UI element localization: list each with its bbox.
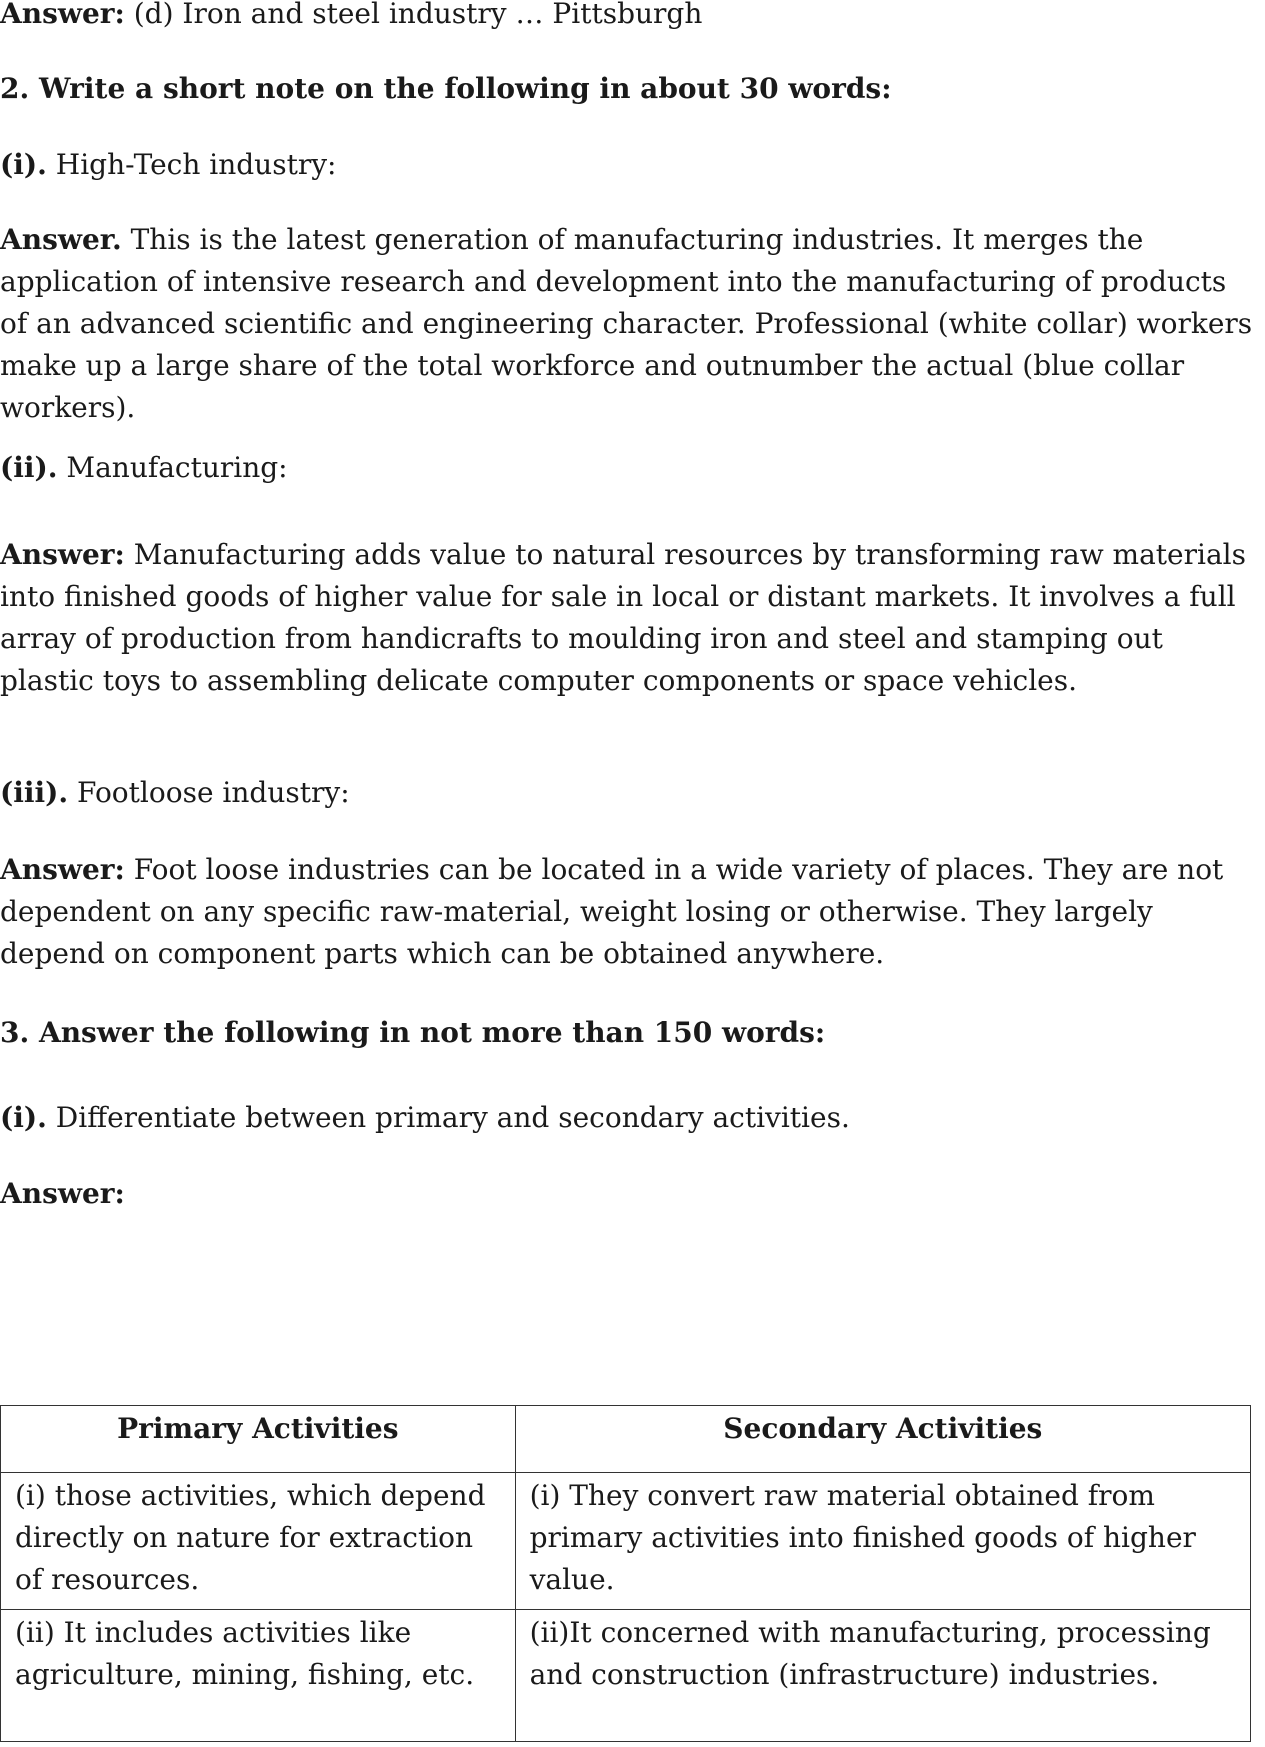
item-number: (iii).	[0, 776, 69, 809]
item-title: Manufacturing:	[57, 451, 288, 484]
q2-item-3-title	[0, 772, 350, 814]
q2-item-2-title	[0, 447, 288, 489]
q2-item-3-answer	[0, 849, 1262, 975]
table-cell-secondary: (i) They convert raw material obtained from primary activities into finished goods of higher value.	[515, 1473, 1250, 1610]
q2-item-2-answer	[0, 534, 1262, 702]
answer-text: Foot loose industries can be located in a wide variety of places. They are not dependent on any specific raw-material, weight losing or otherwise. They largely depend on component parts which can be obtained anywhere.	[0, 853, 1224, 970]
table-header-row	[1, 1406, 1251, 1473]
header-secondary-activities: Secondary Activities	[515, 1406, 1250, 1473]
answer-label: Answer:	[0, 538, 125, 571]
item-title: Footloose industry:	[68, 776, 350, 809]
q2-item-1-answer	[0, 219, 1262, 429]
answer-text: This is the latest generation of manufacturing industries. It merges the application of intensive research and development into the manufacturing of products of an advanced scientific and engineering character. Professional (white collar) workers make up a large share of the total workforce and outnumber the actual (blue collar workers).	[0, 223, 1253, 424]
table-cell-primary: (i) those activities, which depend directly on nature for extraction of resources.	[1, 1473, 516, 1610]
question-2-heading: 2. Write a short note on the following in about 30 words:	[0, 72, 892, 105]
top-answer	[0, 0, 702, 35]
q3-item-1-title	[0, 1097, 850, 1139]
q2-item-1-title	[0, 144, 336, 186]
q3-answer-label: Answer:	[0, 1177, 125, 1210]
table-row	[1, 1610, 1251, 1742]
answer-text: (d) Iron and steel industry … Pittsburgh	[124, 0, 703, 30]
item-number: (i).	[0, 148, 47, 181]
header-primary-activities: Primary Activities	[1, 1406, 516, 1473]
item-number: (i).	[0, 1101, 47, 1134]
comparison-table	[0, 1405, 1251, 1742]
table-cell-secondary: (ii)It concerned with manufacturing, processing and construction (infrastructure) industries.	[515, 1610, 1250, 1742]
table-row	[1, 1473, 1251, 1610]
item-title: Differentiate between primary and secondary activities.	[46, 1101, 850, 1134]
question-3-heading: 3. Answer the following in not more than 150 words:	[0, 1016, 826, 1049]
answer-label: Answer:	[0, 853, 125, 886]
item-number: (ii).	[0, 451, 58, 484]
answer-text: Manufacturing adds value to natural resources by transforming raw materials into finished goods of higher value for sale in local or distant markets. It involves a full array of production from handicrafts to moulding iron and steel and stamping out plastic toys to assembling delicate computer components or space vehicles.	[0, 538, 1246, 697]
answer-label: Answer.	[0, 223, 122, 256]
item-title: High-Tech industry:	[46, 148, 337, 181]
answer-label: Answer:	[0, 0, 125, 30]
table-cell-primary: (ii) It includes activities like agriculture, mining, fishing, etc.	[1, 1610, 516, 1742]
